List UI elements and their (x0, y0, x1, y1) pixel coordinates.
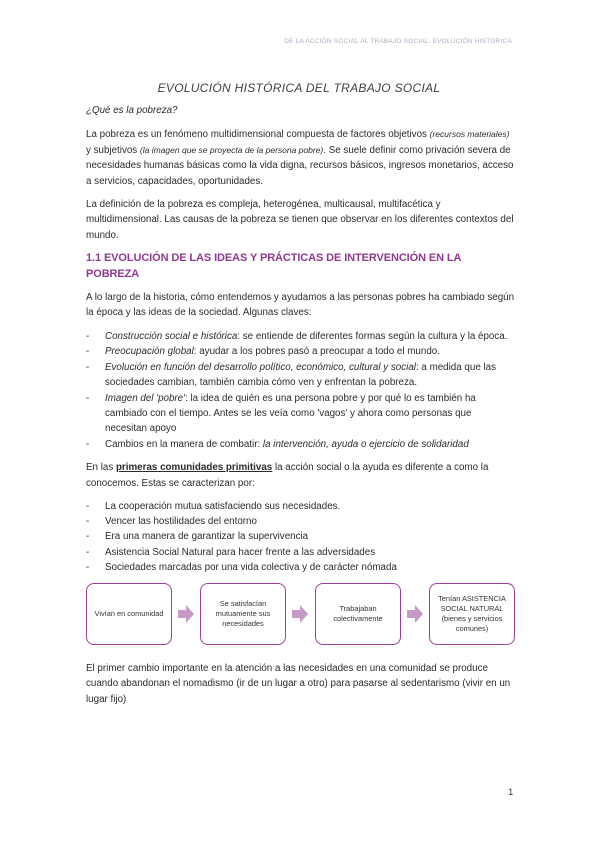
flow-box-natural-assistance: Tenían ASISTENCIA SOCIAL NATURAL (bienes y servicios comunes) (429, 583, 515, 645)
list-item: - Vencer las hostilidades del entorno (86, 516, 257, 528)
body-content (86, 103, 516, 715)
page-title: EVOLUCIÓN HISTÓRICA DEL TRABAJO SOCIAL (157, 81, 441, 95)
list-item: - Imagen del 'pobre': la idea de quién es una persona pobre y por qué lo es también ha cambiado con el tiempo. Antes se les veía como 'vagos' y ahora como personas que necesitan apoyo (86, 392, 476, 435)
page-number: 1 (508, 787, 514, 798)
arrow-right-icon (178, 605, 194, 623)
characteristics-list (86, 499, 516, 575)
list-item: - Asistencia Social Natural para hacer frente a las adversidades (86, 546, 376, 558)
process-flow-diagram (86, 583, 516, 649)
arrow-right-icon (407, 605, 423, 623)
flow-box-collective-work: Trabajaban colectivamente (315, 583, 401, 645)
list-item: - Sociedades marcadas por una vida colectiva y de carácter nómada (86, 561, 397, 573)
list-item: - Construcción social e histórica: se entiende de diferentes formas según la cultura y la época. (86, 330, 508, 342)
paragraph-primitive-communities: En las primeras comunidades primitivas la acción social o la ayuda es diferente a como la conocemos. Estas se caracterizan por: (86, 462, 489, 489)
list-item: - Preocupación global: ayudar a los pobres pasó a preocupar a todo el mundo. (86, 346, 440, 358)
running-header: DE LA ACCIÓN SOCIAL AL TRABAJO SOCIAL. EVOLUCIÓN HISTÓRICA (284, 38, 512, 45)
list-item: - Evolución en función del desarrollo político, económico, cultural y social: a medida que las sociedades cambian, también cambia cómo ven y enfrentan la pobreza. (86, 361, 497, 389)
paragraph-complexity: La definición de la pobreza es compleja, heterogénea, multicausal, multifacética y multidimensional. Las causas de la pobreza se tienen que observar en los diferentes contextos del mundo. (86, 199, 514, 241)
paragraph-definition: La pobreza es un fenómeno multidimensional compuesta de factores objetivos (recursos materiales) y subjetivos (la imagen que se proyecta de la persona pobre). Se suele definir como privación severa de necesidades humanas básicas como la vida digna, recursos básicos, ingresos monetarios, acceso a servicios, capacidades, oportunidades. (86, 129, 514, 187)
section-heading: 1.1 EVOLUCIÓN DE LAS IDEAS Y PRÁCTICAS DE INTERVENCIÓN EN LA POBREZA (86, 252, 461, 280)
list-item: - Era una manera de garantizar la supervivencia (86, 531, 309, 543)
paragraph-first-change: El primer cambio importante en la atención a las necesidades en una comunidad se produce cuando abandonan el nomadismo (ir de un lugar a otro) para pasarse al sedentarismo (vivir en un lugar fijo) (86, 662, 511, 705)
list-item: - Cambios en la manera de combatir: la intervención, ayuda o ejercicio de solidaridad (86, 438, 469, 450)
arrow-right-icon (292, 605, 308, 623)
list-item: - La cooperación mutua satisfaciendo sus necesidades. (86, 500, 341, 512)
paragraph-intro-keys: A lo largo de la historia, cómo entendemos y ayudamos a las personas pobres ha cambiado según la época y las ideas de la sociedad. Algunas claves: (86, 292, 515, 319)
key-ideas-list (86, 329, 516, 452)
flow-box-live-in-community: Vivían en comunidad (86, 583, 172, 645)
flow-box-mutual-needs: Se satisfacían mutuamente sus necesidades (200, 583, 286, 645)
question-heading: ¿Qué es la pobreza? (86, 105, 178, 116)
